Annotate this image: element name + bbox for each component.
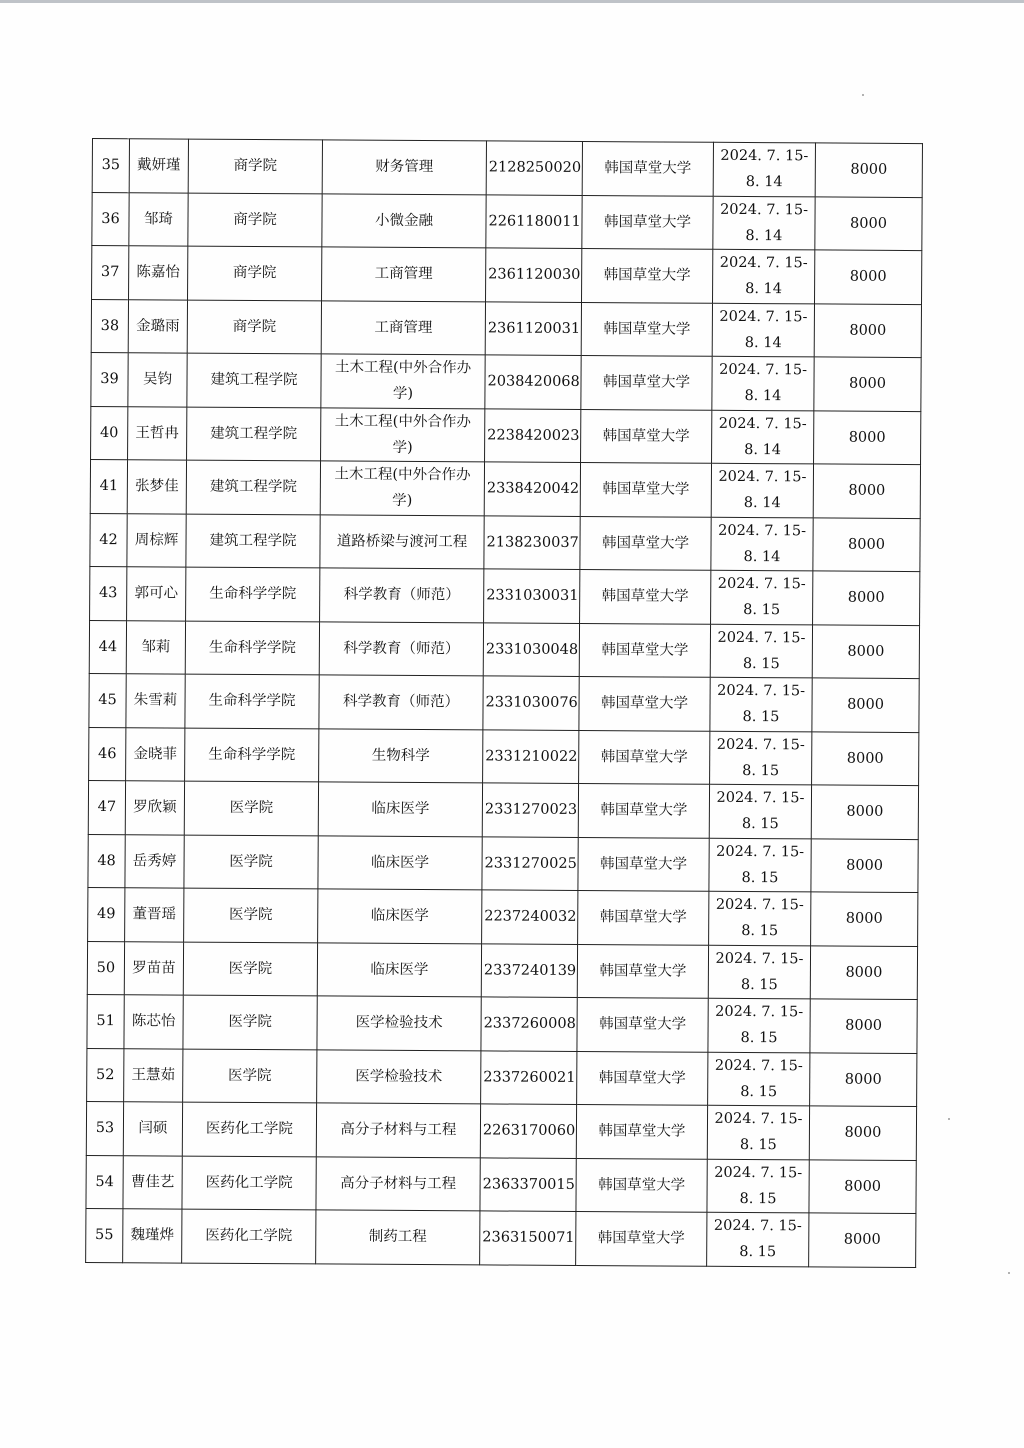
row-number-cell: 50: [87, 941, 124, 995]
funding-amount-cell: 8000: [812, 731, 919, 785]
student-name-cell: 吴钧: [128, 353, 187, 407]
host-university-cell: 韩国草堂大学: [581, 302, 712, 356]
table-row: [90, 459, 920, 518]
student-name-cell: 戴妍瑾: [129, 139, 188, 193]
college-cell: 医药化工学院: [182, 1156, 316, 1210]
host-university-cell: 韩国草堂大学: [578, 783, 709, 837]
date-range-end: 8. 14: [744, 388, 782, 405]
date-range-start: 2024. 7. 15-: [719, 308, 808, 326]
table-row: [92, 139, 922, 198]
student-id-cell: 2138230037: [484, 515, 580, 569]
program-dates-cell: [711, 517, 813, 571]
row-number-cell: 43: [90, 566, 127, 620]
row-number-cell: 40: [91, 406, 128, 460]
funding-amount-cell: 8000: [811, 838, 918, 892]
row-number-cell: 42: [90, 513, 127, 567]
major-text: 财务管理: [375, 158, 434, 176]
student-id-cell: 2337240139: [481, 943, 577, 997]
funding-amount-cell: 8000: [809, 1159, 916, 1213]
row-number-cell: 51: [87, 994, 124, 1048]
program-dates-cell: [710, 677, 812, 731]
student-id-cell: 2331030031: [484, 569, 580, 623]
student-id-cell: 2263170060: [480, 1104, 576, 1158]
college-cell: 医药化工学院: [182, 1102, 316, 1156]
table-row: [88, 834, 918, 893]
major-cell: [321, 354, 485, 409]
student-name-cell: 魏瑾烨: [123, 1209, 182, 1263]
host-university-cell: 韩国草堂大学: [582, 195, 713, 249]
row-number-cell: 46: [89, 727, 126, 781]
college-cell: 医学院: [184, 835, 318, 889]
date-range-start: 2024. 7. 15-: [720, 148, 809, 165]
funding-amount-cell: 8000: [809, 1213, 916, 1267]
major-cell: [320, 568, 484, 623]
host-university-cell: 韩国草堂大学: [578, 837, 709, 891]
date-range-end: 8. 15: [742, 655, 780, 672]
date-range-start: 2024. 7. 15-: [714, 1057, 803, 1075]
host-university-cell: 韩国草堂大学: [578, 890, 709, 944]
row-number-cell: 48: [88, 834, 125, 888]
roster-body: [86, 139, 923, 1268]
scan-speck: [862, 94, 864, 96]
program-dates-cell: [707, 1105, 809, 1159]
program-dates-cell: [713, 142, 815, 196]
major-text: 生物科学: [371, 747, 430, 764]
host-university-cell: 韩国草堂大学: [581, 409, 712, 463]
funding-amount-cell: 8000: [813, 464, 920, 518]
major-cell: [316, 1103, 480, 1158]
date-range-end: 8. 14: [743, 548, 781, 565]
date-range-end: 8. 14: [744, 441, 782, 458]
college-cell: 医学院: [183, 1049, 317, 1103]
table-row: [92, 192, 922, 251]
date-range-end: 8. 14: [743, 495, 781, 512]
date-range-start: 2024. 7. 15-: [716, 790, 805, 807]
major-cell: [321, 300, 485, 355]
date-range-start: 2024. 7. 15-: [719, 255, 808, 272]
major-text: 制药工程: [368, 1228, 427, 1246]
table-row: [88, 780, 918, 839]
date-range-end: 8. 15: [739, 1137, 777, 1154]
table-row: [86, 1155, 916, 1214]
date-range-end: 8. 15: [740, 976, 778, 993]
student-name-cell: 邹琦: [129, 192, 188, 246]
student-id-cell: 2337260021: [481, 1050, 577, 1104]
row-number-cell: 37: [92, 246, 129, 300]
student-roster-table: [85, 138, 923, 1268]
date-range-end: 8. 15: [741, 869, 779, 886]
student-id-cell: 2361120030: [486, 248, 582, 302]
host-university-cell: 韩国草堂大学: [579, 676, 710, 730]
major-cell: [321, 407, 485, 462]
major-cell: [318, 889, 482, 944]
student-id-cell: 2261180011: [486, 194, 582, 248]
student-name-cell: 罗苗苗: [124, 941, 183, 995]
funding-amount-cell: 8000: [810, 999, 917, 1053]
funding-amount-cell: 8000: [810, 945, 917, 999]
student-name-cell: 董晋瑶: [125, 888, 184, 942]
student-id-cell: 2331270023: [482, 783, 578, 837]
major-cell: [318, 782, 482, 837]
student-name-cell: 王慧茹: [124, 1048, 183, 1102]
student-id-cell: 2238420023: [485, 408, 581, 462]
date-range-end: 8. 14: [745, 227, 783, 244]
college-cell: 商学院: [188, 246, 322, 300]
host-university-cell: 韩国草堂大学: [579, 623, 710, 677]
major-cell: [320, 461, 484, 516]
program-dates-cell: [707, 1159, 809, 1213]
date-range-end: 8. 15: [739, 1244, 777, 1261]
row-number-cell: 52: [87, 1048, 124, 1102]
student-name-cell: 郭可心: [127, 567, 186, 621]
date-range-start: 2024. 7. 15-: [718, 522, 807, 540]
student-id-cell: 2363150071: [480, 1211, 576, 1265]
date-range-start: 2024. 7. 15-: [717, 576, 806, 593]
major-text: 临床医学: [371, 854, 430, 871]
program-dates-cell: [713, 249, 815, 303]
student-name-cell: 陈嘉怡: [129, 246, 188, 300]
student-id-cell: 2237240032: [482, 890, 578, 944]
date-range-start: 2024. 7. 15-: [717, 683, 806, 700]
major-cell: [316, 1210, 480, 1265]
student-name-cell: 王哲冉: [128, 406, 187, 460]
table-row: [88, 887, 918, 946]
program-dates-cell: [708, 1052, 810, 1106]
funding-amount-cell: 8000: [814, 410, 921, 464]
college-cell: 医药化工学院: [182, 1209, 316, 1263]
student-name-cell: 周棕辉: [127, 513, 186, 567]
college-cell: 建筑工程学院: [187, 353, 321, 407]
student-name-cell: 曹佳艺: [123, 1155, 182, 1209]
program-dates-cell: [712, 410, 814, 464]
host-university-cell: 韩国草堂大学: [581, 355, 712, 409]
date-range-end: 8. 15: [743, 602, 781, 619]
funding-amount-cell: 8000: [813, 571, 920, 625]
row-number-cell: 39: [91, 352, 128, 406]
host-university-cell: 韩国草堂大学: [579, 730, 710, 784]
major-text: 科学教育（师范）: [343, 693, 460, 711]
row-number-cell: 55: [86, 1208, 123, 1262]
major-text: 医学检验技术: [355, 1068, 443, 1085]
major-text: 医学检验技术: [355, 1014, 443, 1032]
row-number-cell: 45: [89, 673, 126, 727]
student-id-cell: 2331270025: [482, 836, 578, 890]
student-name-cell: 闫硕: [123, 1102, 182, 1156]
host-university-cell: 韩国草堂大学: [576, 1104, 707, 1158]
table-row: [86, 1101, 916, 1160]
host-university-cell: 韩国草堂大学: [576, 1158, 707, 1212]
major-text: 道路桥梁与渡河工程: [336, 533, 468, 551]
program-dates-cell: [709, 784, 811, 838]
program-dates-cell: [711, 570, 813, 624]
major-text: 工商管理: [374, 265, 433, 283]
date-range-start: 2024. 7. 15-: [716, 736, 805, 754]
funding-amount-cell: 8000: [813, 517, 920, 571]
major-text: 工商管理: [374, 319, 433, 336]
college-cell: 医学院: [184, 888, 318, 942]
college-cell: 医学院: [183, 942, 317, 996]
college-cell: 生命科学学院: [185, 674, 319, 728]
major-text: 科学教育（师范）: [343, 640, 460, 658]
major-text: 小微金融: [374, 212, 434, 229]
table-row: [91, 406, 921, 465]
funding-amount-cell: 8000: [814, 303, 921, 357]
host-university-cell: 韩国草堂大学: [577, 944, 708, 998]
funding-amount-cell: 8000: [812, 624, 919, 678]
host-university-cell: 韩国草堂大学: [576, 1211, 707, 1265]
date-range-end: 8. 14: [744, 334, 782, 351]
major-text: 临床医学: [370, 907, 429, 925]
date-range-end: 8. 15: [740, 1083, 778, 1100]
date-range-start: 2024. 7. 15-: [715, 897, 804, 914]
date-range-start: 2024. 7. 15-: [720, 201, 809, 219]
major-cell: [317, 942, 481, 997]
date-range-end: 8. 15: [741, 923, 779, 940]
row-number-cell: 53: [86, 1101, 123, 1155]
date-range-end: 8. 15: [740, 1030, 778, 1047]
date-range-start: 2024. 7. 15-: [717, 629, 806, 647]
table-row: [87, 994, 917, 1053]
college-cell: 建筑工程学院: [186, 460, 320, 514]
date-range-end: 8. 15: [739, 1190, 777, 1207]
row-number-cell: 41: [90, 459, 127, 513]
funding-amount-cell: 8000: [811, 785, 918, 839]
date-range-end: 8. 15: [742, 709, 780, 726]
major-cell: [322, 247, 486, 302]
date-range-start: 2024. 7. 15-: [714, 1164, 803, 1182]
student-name-cell: 邹莉: [126, 620, 185, 674]
major-text: 土木工程(中外合作办学): [334, 466, 471, 510]
date-range-start: 2024. 7. 15-: [716, 843, 805, 861]
college-cell: 医学院: [184, 781, 318, 835]
college-cell: 生命科学学院: [185, 621, 319, 675]
program-dates-cell: [713, 196, 815, 250]
program-dates-cell: [709, 891, 811, 945]
funding-amount-cell: 8000: [815, 250, 922, 304]
program-dates-cell: [707, 1212, 809, 1266]
major-cell: [318, 835, 482, 890]
major-cell: [317, 1049, 481, 1104]
program-dates-cell: [708, 998, 810, 1052]
student-name-cell: 朱雪莉: [126, 674, 185, 728]
student-name-cell: 罗欣颖: [125, 781, 184, 835]
funding-amount-cell: 8000: [815, 143, 922, 197]
host-university-cell: 韩国草堂大学: [580, 569, 711, 623]
college-cell: 商学院: [187, 300, 321, 354]
major-text: 土木工程(中外合作办学): [334, 413, 471, 456]
major-text: 科学教育（师范）: [343, 586, 460, 604]
program-dates-cell: [709, 838, 811, 892]
major-cell: [317, 996, 481, 1051]
student-id-cell: 2338420042: [484, 462, 580, 516]
college-cell: 建筑工程学院: [187, 407, 321, 461]
major-text: 土木工程(中外合作办学): [334, 359, 472, 403]
major-cell: [316, 1156, 480, 1211]
funding-amount-cell: 8000: [811, 892, 918, 946]
table-row: [90, 566, 920, 625]
funding-amount-cell: 8000: [809, 1106, 916, 1160]
program-dates-cell: [710, 624, 812, 678]
table-row: [92, 246, 922, 305]
date-range-end: 8. 15: [742, 762, 780, 779]
date-range-start: 2024. 7. 15-: [718, 415, 807, 433]
scan-speck: [1008, 1272, 1010, 1274]
major-text: 临床医学: [370, 961, 429, 978]
student-id-cell: 2361120031: [485, 301, 581, 355]
funding-amount-cell: 8000: [815, 196, 922, 250]
college-cell: 生命科学学院: [186, 567, 320, 621]
table-row: [89, 727, 919, 786]
table-row: [89, 620, 919, 679]
scan-speck: [948, 1118, 950, 1120]
host-university-cell: 韩国草堂大学: [582, 141, 713, 195]
funding-amount-cell: 8000: [812, 678, 919, 732]
major-text: 高分子材料与工程: [340, 1175, 457, 1192]
host-university-cell: 韩国草堂大学: [577, 997, 708, 1051]
table-row: [91, 352, 921, 411]
table-row: [87, 1048, 917, 1107]
college-cell: 商学院: [188, 139, 322, 193]
student-id-cell: 2331210022: [483, 729, 579, 783]
date-range-end: 8. 15: [741, 816, 779, 833]
program-dates-cell: [712, 356, 814, 410]
row-number-cell: 49: [88, 887, 125, 941]
student-name-cell: 金晓菲: [126, 727, 185, 781]
row-number-cell: 47: [88, 780, 125, 834]
table-row: [86, 1208, 916, 1267]
major-cell: [320, 514, 484, 569]
major-cell: [319, 675, 483, 730]
date-range-start: 2024. 7. 15-: [715, 950, 804, 968]
student-id-cell: 2331030076: [483, 676, 579, 730]
host-university-cell: 韩国草堂大学: [580, 462, 711, 516]
funding-amount-cell: 8000: [814, 357, 921, 411]
program-dates-cell: [711, 463, 813, 517]
date-range-end: 8. 14: [745, 281, 783, 298]
date-range-start: 2024. 7. 15-: [714, 1111, 803, 1128]
major-text: 临床医学: [371, 800, 430, 818]
funding-amount-cell: 8000: [810, 1052, 917, 1106]
student-id-cell: 2331030048: [483, 622, 579, 676]
table-row: [87, 941, 917, 1000]
table-row: [90, 513, 920, 572]
row-number-cell: 44: [89, 620, 126, 674]
table-row: [89, 673, 919, 732]
college-cell: 生命科学学院: [185, 728, 319, 782]
program-dates-cell: [710, 731, 812, 785]
host-university-cell: 韩国草堂大学: [577, 1051, 708, 1105]
student-name-cell: 金璐雨: [128, 299, 187, 353]
row-number-cell: 38: [91, 299, 128, 353]
student-id-cell: 2128250020: [486, 141, 582, 195]
scan-top-edge: [0, 0, 1024, 3]
host-university-cell: 韩国草堂大学: [580, 516, 711, 570]
program-dates-cell: [712, 303, 814, 357]
date-range-start: 2024. 7. 15-: [719, 362, 808, 379]
date-range-start: 2024. 7. 15-: [715, 1004, 804, 1021]
major-cell: [322, 140, 486, 195]
table-row: [91, 299, 921, 358]
major-text: 高分子材料与工程: [340, 1121, 457, 1139]
host-university-cell: 韩国草堂大学: [582, 248, 713, 302]
row-number-cell: 36: [92, 192, 129, 246]
student-name-cell: 陈芯怡: [124, 995, 183, 1049]
major-cell: [322, 193, 486, 248]
row-number-cell: 35: [92, 139, 129, 193]
major-cell: [319, 728, 483, 783]
college-cell: 建筑工程学院: [186, 514, 320, 568]
student-name-cell: 张梦佳: [127, 460, 186, 514]
date-range-start: 2024. 7. 15-: [718, 469, 807, 486]
student-id-cell: 2038420068: [485, 355, 581, 409]
program-dates-cell: [708, 945, 810, 999]
college-cell: 商学院: [188, 193, 322, 247]
student-id-cell: 2337260008: [481, 997, 577, 1051]
major-cell: [319, 621, 483, 676]
date-range-start: 2024. 7. 15-: [713, 1218, 802, 1235]
student-id-cell: 2363370015: [480, 1157, 576, 1211]
student-name-cell: 岳秀婷: [125, 834, 184, 888]
row-number-cell: 54: [86, 1155, 123, 1209]
date-range-end: 8. 14: [745, 174, 783, 191]
college-cell: 医学院: [183, 995, 317, 1049]
